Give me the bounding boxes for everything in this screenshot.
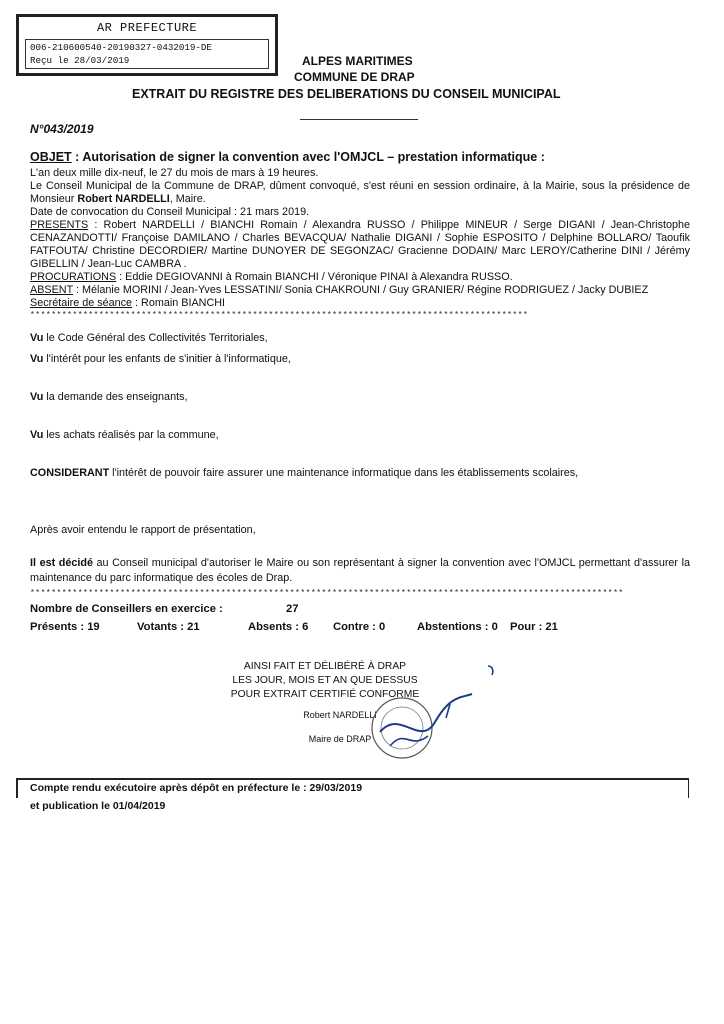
consideration-text: l'intérêt de pouvoir faire assurer une maintenance informatique dans les établissements scolaires, [109,467,579,479]
absent-list [30,284,690,297]
tally-abstentions: Abstentions : 0 [417,621,498,633]
objet-label: OBJET [30,150,72,164]
prefecture-stamp [16,14,278,76]
preamble [30,167,690,310]
consideration-2 [30,353,690,366]
stars-separator: ********************************************************************************************** [30,311,529,320]
stars-separator-2: **************************************************************************************************************** [30,589,624,598]
title-separator [300,119,418,120]
deliberation-number: N°043/2019 [30,122,94,136]
tally-contre: Contre : 0 [333,621,386,633]
tally-presents: Présents : 19 [30,621,100,633]
presents-names: : Robert NARDELLI / BIANCHI Romain / Alexandra RUSSO / Philippe MINEUR / Serge DIGANI / Jean-Christophe CENAZANDOTTI/ Françoise DAMILANO / Charles BEVACQUA/ Nathalie DIGANI / Sophie ESPOSITO / Delphine BOLLARO/ Taoufik FATFOUTA/ Christine DECORDIER/ Martine DUNOYER DE SEGONZAC/ Gracienne DODAIN/ Marc LEROY/Catherine DINI / Jérémy GIBELLIN / Jean-Luc CAMBRA . [30,219,690,270]
signature-mark [486,664,498,678]
council-session-end: , Maire. [169,193,206,205]
rapport-line: Après avoir entendu le rapport de présentation, [30,524,256,536]
objet-text: : Autorisation de signer la convention avec l'OMJCL – prestation informatique : [71,150,545,164]
consideration-text: l'intérêt pour les enfants de s'initier à l'informatique, [43,353,291,365]
decision [30,556,690,586]
consideration-1 [30,332,690,345]
stamp-title: AR PREFECTURE [96,21,198,35]
seal-and-signature [360,688,480,768]
commune-name: COMMUNE DE DRAP [294,70,415,84]
document-title: EXTRAIT DU REGISTRE DES DELIBERATIONS DU CONSEIL MUNICIPAL [132,87,561,101]
decision-lead: Il est décidé [30,557,93,569]
executory-date: Compte rendu exécutoire après dépôt en préfecture le : 29/03/2019 [30,782,363,794]
signatory-name: Robert NARDELLI [303,710,377,720]
council-president: Robert NARDELLI [77,193,170,205]
consideration-text: les achats réalisés par la commune, [43,429,219,441]
convocation-date: Date de convocation du Conseil Municipal : 21 mars 2019. [30,206,310,218]
stamp-received-date: Reçu le 28/03/2019 [30,55,130,66]
procurations-list [30,271,690,284]
consideration-lead: Vu [30,353,44,365]
stamp-reference-number: 006-210600540-20190327-0432019-DE [30,42,212,53]
signatory-role: Maire de DRAP [308,734,372,744]
council-session-text: Le Conseil Municipal de la Commune de DRAP, dûment convoqué, s'est réuni en session ordinaire, à la Mairie, sous la présidence de Monsieur [30,180,690,205]
procurations-label: PROCURATIONS [30,271,117,283]
tally-absents: Absents : 6 [248,621,309,633]
consideration-text: le Code Général des Collectivités Territoriales, [43,332,268,344]
consideration-lead: Vu [30,391,44,403]
publication-date: et publication le 01/04/2019 [30,800,166,812]
meeting-date: L'an deux mille dix-neuf, le 27 du mois de mars à 19 heures. [30,167,319,179]
signature-line-1: AINSI FAIT ET DÉLIBÉRÉ À DRAP [243,661,407,672]
absent-names: : Mélanie MORINI / Jean-Yves LESSATINI/ Sonia CHAKROUNI / Guy GRANIER/ Régine RODRIGUEZ / Jacky DUBIEZ [73,284,649,296]
consideration-lead: CONSIDERANT [30,467,110,479]
department-name: ALPES MARITIMES [302,54,413,68]
consideration-4 [30,429,690,442]
secretary [30,297,690,310]
consideration-3 [30,391,690,404]
tally-votants: Votants : 21 [137,621,200,633]
conseillers-count: 27 [286,603,299,615]
tally-pour: Pour : 21 [510,621,558,633]
presents-label: PRESENTS [30,219,89,231]
council-session [30,180,690,206]
signature-line-3: POUR EXTRAIT CERTIFIÉ CONFORME [230,689,420,700]
decision-text: au Conseil municipal d'autoriser le Maire ou son représentant à signer la convention avec l'OMJCL permettant d'assurer la maintenance du parc informatique des écoles de Drap. [30,557,691,584]
objet-heading [30,150,690,164]
signature-line-2: LES JOUR, MOIS ET AN QUE DESSUS [232,675,418,686]
presents-list [30,219,690,271]
conseillers-label: Nombre de Conseillers en exercice : [30,603,223,615]
procurations-names: : Eddie DEGIOVANNI à Romain BIANCHI / Véronique PINAI à Alexandra RUSSO. [116,271,513,283]
stamp-reference [25,39,269,69]
consideration-text: la demande des enseignants, [43,391,188,403]
consideration-5 [30,466,690,481]
consideration-lead: Vu [30,429,44,441]
secretary-label: Secrétaire de séance [30,297,133,309]
absent-label: ABSENT [30,284,74,296]
secretary-name: : Romain BIANCHI [132,297,226,309]
consideration-lead: Vu [30,332,44,344]
